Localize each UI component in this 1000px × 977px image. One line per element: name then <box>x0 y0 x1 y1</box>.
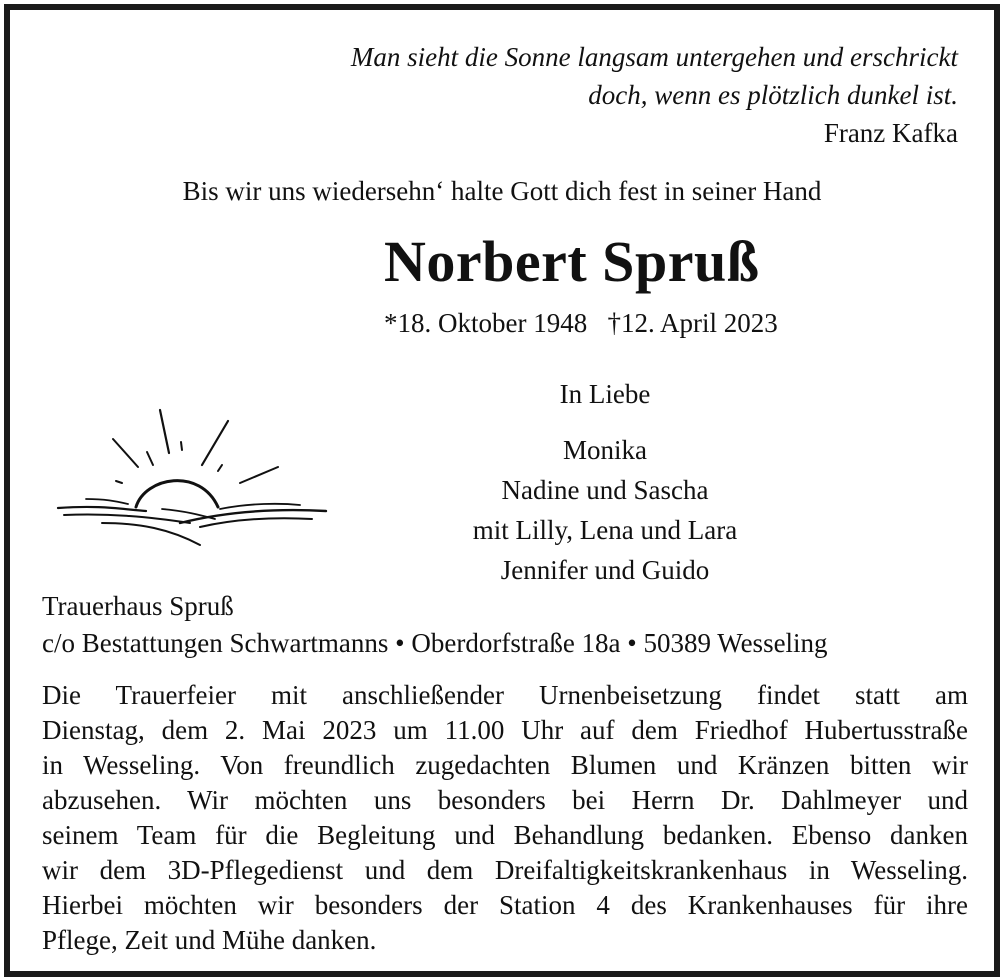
announcement-line: Die Trauerfeier mit anschließender Urnenbeisetzung findet statt am <box>42 680 968 710</box>
family-member: Jennifer und Guido <box>500 555 710 585</box>
family-intro: In Liebe <box>559 379 651 409</box>
funeral-announcement <box>42 678 968 958</box>
announcement-line: wir dem 3D-Pflegedienst und dem Dreifaltigkeitskrankenhaus in Wesseling. <box>42 855 968 885</box>
quote-author: Franz Kafka <box>823 118 958 148</box>
announcement-line: Dienstag, dem 2. Mai 2023 um 11.00 Uhr auf dem Friedhof Hubertusstraße <box>42 715 968 745</box>
house-address: c/o Bestattungen Schwartmanns • Oberdorfstraße 18a • 50389 Wesseling <box>42 628 828 658</box>
birth-date: *18. Oktober 1948 <box>384 308 588 338</box>
quote-line-2: doch, wenn es plötzlich dunkel ist. <box>588 80 958 110</box>
announcement-line: Hierbei möchten wir besonders der Station 4 des Krankenhauses für ihre <box>42 890 968 920</box>
family-member: Nadine und Sascha <box>501 475 709 505</box>
life-dates <box>384 308 778 339</box>
announcement-line: Pflege, Zeit und Mühe danken. <box>42 925 377 955</box>
death-date: †12. April 2023 <box>607 308 778 338</box>
quote-line-1: Man sieht die Sonne langsam untergehen und erschrickt <box>350 42 958 72</box>
family-member: Monika <box>563 435 647 465</box>
family-member: mit Lilly, Lena und Lara <box>472 515 738 545</box>
obituary-frame <box>4 4 1000 977</box>
sunset-icon <box>50 405 335 555</box>
announcement-line: abzusehen. Wir möchten uns besonders bei Herrn Dr. Dahlmeyer und <box>42 785 968 815</box>
mourning-house <box>42 588 828 662</box>
house-name: Trauerhaus Spruß <box>42 591 234 621</box>
kafka-quote <box>351 38 958 152</box>
deceased-name: Norbert Spruß <box>384 229 760 294</box>
motto-text: Bis wir uns wiedersehn‘ halte Gott dich fest in seiner Hand <box>182 176 822 206</box>
motto <box>10 176 994 207</box>
announcement-line: seinem Team für die Begleitung und Behandlung bedanken. Ebenso danken <box>42 820 968 850</box>
family-block <box>405 374 805 590</box>
announcement-line: in Wesseling. Von freundlich zugedachten Blumen und Kränzen bitten wir <box>42 750 968 780</box>
